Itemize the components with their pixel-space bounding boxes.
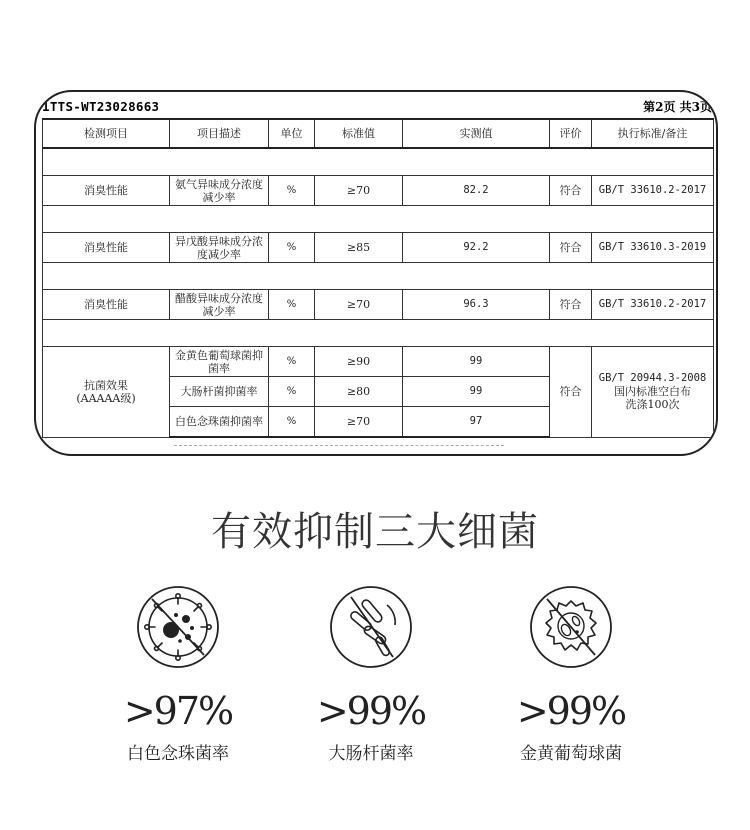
- spacer-row: [43, 148, 714, 176]
- cell-desc: 金黄色葡萄球菌抑菌率: [170, 347, 269, 377]
- spacer-row: [43, 263, 714, 290]
- test-results-table: [42, 118, 714, 438]
- ref-note: 国内标准空白布: [614, 385, 691, 399]
- antibacterial-grade: (AAAAA级): [76, 391, 136, 405]
- cell-result: 符合: [550, 176, 592, 206]
- stat-value: >99%: [316, 689, 426, 733]
- table-row: [43, 290, 714, 320]
- cell-item-antibacterial: [43, 347, 170, 438]
- stat-e-coli: [296, 585, 446, 764]
- column-header: 实测值: [403, 119, 550, 148]
- cell-measured: 99: [403, 377, 550, 407]
- cell-measured: 96.3: [403, 290, 550, 320]
- cell-standard: ≥70: [315, 290, 403, 320]
- column-header: 单位: [269, 119, 315, 148]
- antibacterial-item-label: 抗菌效果: [84, 378, 128, 392]
- stat-label: 金黄葡萄球菌: [520, 744, 622, 764]
- stat-value: >97%: [123, 689, 233, 733]
- cell-desc: 异戊酸异味成分浓度减少率: [170, 233, 269, 263]
- cell-unit: %: [269, 407, 315, 438]
- spacer-row: [43, 206, 714, 233]
- cell-unit: %: [269, 233, 315, 263]
- cell-result: 符合: [550, 290, 592, 320]
- cell-desc: 醋酸异味成分浓度减少率: [170, 290, 269, 320]
- cell-ref-antibacterial: [592, 347, 714, 438]
- cell-measured: 97: [403, 407, 550, 438]
- column-header: 项目描述: [170, 119, 269, 148]
- cell-standard: ≥70: [315, 407, 403, 438]
- cell-unit: %: [269, 347, 315, 377]
- table-header-row: [43, 119, 714, 148]
- cell-unit: %: [269, 290, 315, 320]
- column-header: 评价: [550, 119, 592, 148]
- report-header: [36, 99, 716, 115]
- cell-desc: 白色念珠菌抑菌率: [170, 407, 269, 438]
- cell-desc: 大肠杆菌抑菌率: [170, 377, 269, 407]
- ref-note: 洗涤100次: [625, 398, 680, 412]
- cell-measured: 92.2: [403, 233, 550, 263]
- cell-standard: ≥90: [315, 347, 403, 377]
- report-number: 1TTS-WT23028663: [42, 99, 160, 114]
- test-report-card: [34, 90, 718, 456]
- cell-standard: ≥80: [315, 377, 403, 407]
- cell-standard: ≥70: [315, 176, 403, 206]
- stat-candida: [103, 585, 253, 764]
- stat-label: 大肠杆菌率: [328, 744, 414, 764]
- candida-bacteria-icon: [136, 585, 220, 669]
- stat-staphylococcus: [496, 585, 646, 764]
- cell-unit: %: [269, 176, 315, 206]
- cell-unit: %: [269, 377, 315, 407]
- cell-ref: GB/T 33610.2-2017: [592, 290, 714, 320]
- column-header: 标准值: [315, 119, 403, 148]
- stat-value: >99%: [516, 689, 626, 733]
- headline: 有效抑制三大细菌: [211, 509, 539, 555]
- cell-standard: ≥85: [315, 233, 403, 263]
- cell-ref: GB/T 33610.2-2017: [592, 176, 714, 206]
- column-header: 执行标准/备注: [592, 119, 714, 148]
- ref-standard: GB/T 20944.3-2008: [598, 372, 707, 385]
- column-header: 检测项目: [43, 119, 170, 148]
- table-row: [43, 176, 714, 206]
- cell-result: 符合: [550, 347, 592, 438]
- staphylococcus-bacteria-icon: [529, 585, 613, 669]
- cell-item: 消臭性能: [43, 176, 170, 206]
- e-coli-bacteria-icon: [329, 585, 413, 669]
- cell-item: 消臭性能: [43, 233, 170, 263]
- table-row: [43, 233, 714, 263]
- cell-ref: GB/T 33610.3-2019: [592, 233, 714, 263]
- cell-result: 符合: [550, 233, 592, 263]
- cell-measured: 82.2: [403, 176, 550, 206]
- page-indicator: 第2页 共3页: [643, 100, 712, 114]
- stat-label: 白色念珠菌率: [127, 744, 229, 764]
- cell-measured: 99: [403, 347, 550, 377]
- spacer-row: [43, 320, 714, 347]
- table-row-antibacterial: [43, 347, 714, 377]
- divider: [174, 445, 504, 446]
- cell-item: 消臭性能: [43, 290, 170, 320]
- cell-desc: 氨气异味成分浓度减少率: [170, 176, 269, 206]
